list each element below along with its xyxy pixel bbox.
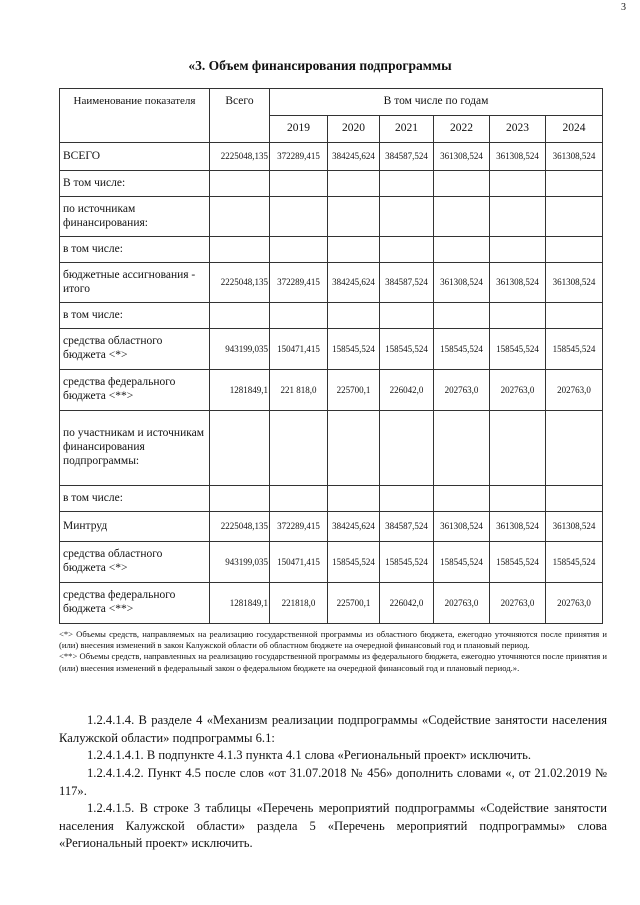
row-year-value: 384587,524 (380, 512, 434, 542)
row-year-value (380, 303, 434, 329)
row-label: средства федерального бюджета <**> (60, 583, 210, 624)
row-total (210, 171, 270, 197)
row-year-value (434, 303, 490, 329)
row-year-value: 361308,524 (546, 512, 603, 542)
row-year-value: 158545,524 (380, 329, 434, 370)
section-title: «3. Объем финансирования подпрограммы (188, 58, 452, 73)
row-year-value (546, 171, 603, 197)
row-year-value: 202763,0 (546, 583, 603, 624)
row-label: Минтруд (60, 512, 210, 542)
table-row (60, 197, 603, 237)
row-year-value: 361308,524 (434, 512, 490, 542)
row-year-value: 361308,524 (490, 143, 546, 171)
row-total: 943199,035 (210, 329, 270, 370)
row-year-value (434, 171, 490, 197)
row-year-value (490, 486, 546, 512)
row-year-value: 384587,524 (380, 143, 434, 171)
row-year-value (490, 171, 546, 197)
row-year-value: 158545,524 (434, 542, 490, 583)
row-year-value (490, 303, 546, 329)
row-total (210, 197, 270, 237)
footnote-federal: <**> Объемы средств, направленных на реализацию государственной программы из федерального бюджета, ежегодно уточняются после принятия и (или) внесения изменений в федеральный закон о федеральном бюджете на очередной финансовый год и плановый период.». (59, 651, 607, 673)
table-row (60, 512, 603, 542)
row-year-value: 158545,524 (328, 329, 380, 370)
header-year: 2022 (434, 116, 490, 143)
row-year-value: 372289,415 (270, 263, 328, 303)
page-corner-mark: 3 (621, 2, 626, 13)
row-year-value (328, 237, 380, 263)
row-label: в том числе: (60, 486, 210, 512)
row-label: в том числе: (60, 237, 210, 263)
row-label: средства федерального бюджета <**> (60, 370, 210, 411)
amendment-text (59, 712, 607, 853)
row-year-value (380, 411, 434, 486)
row-year-value (270, 171, 328, 197)
row-year-value: 202763,0 (546, 370, 603, 411)
table-row (60, 171, 603, 197)
header-year: 2020 (328, 116, 380, 143)
row-year-value (380, 171, 434, 197)
row-year-value (328, 197, 380, 237)
footnotes (59, 629, 607, 674)
table-row (60, 583, 603, 624)
table-row (60, 486, 603, 512)
table-row (60, 370, 603, 411)
table-row (60, 143, 603, 171)
row-total: 2225048,135 (210, 263, 270, 303)
row-label: бюджетные ассигнования - итого (60, 263, 210, 303)
row-year-value (434, 197, 490, 237)
row-year-value (546, 303, 603, 329)
row-year-value (490, 411, 546, 486)
row-year-value: 372289,415 (270, 512, 328, 542)
header-year: 2021 (380, 116, 434, 143)
row-year-value (434, 237, 490, 263)
row-label: ВСЕГО (60, 143, 210, 171)
row-year-value: 158545,524 (434, 329, 490, 370)
row-year-value: 361308,524 (490, 263, 546, 303)
row-total (210, 411, 270, 486)
paragraph: 1.2.4.1.4.1. В подпункте 4.1.3 пункта 4.1 слова «Региональный проект» исключить. (87, 748, 532, 763)
row-year-value (270, 197, 328, 237)
row-year-value (328, 303, 380, 329)
paragraph: 1.2.4.1.5. В строке 3 таблицы «Перечень мероприятий подпрограммы «Содействие занятости населения Калужской области» раздела 5 «Перечень мероприятий подпрограммы» слова «Региональный проект» исключить. (59, 801, 607, 851)
row-year-value: 384587,524 (380, 263, 434, 303)
row-year-value (328, 486, 380, 512)
row-year-value: 158545,524 (546, 329, 603, 370)
row-year-value (546, 411, 603, 486)
row-year-value: 361308,524 (546, 263, 603, 303)
row-year-value: 361308,524 (490, 512, 546, 542)
header-year: 2024 (546, 116, 603, 143)
row-total: 1281849,1 (210, 583, 270, 624)
row-total: 1281849,1 (210, 370, 270, 411)
row-total (210, 303, 270, 329)
row-year-value (270, 486, 328, 512)
row-year-value: 150471,415 (270, 542, 328, 583)
row-year-value (380, 237, 434, 263)
row-label: по участникам и источникам финансирования подпрограммы: (60, 411, 210, 486)
row-year-value: 150471,415 (270, 329, 328, 370)
row-year-value: 221 818,0 (270, 370, 328, 411)
row-year-value: 158545,524 (490, 542, 546, 583)
row-total (210, 486, 270, 512)
row-year-value: 202763,0 (490, 370, 546, 411)
table-row (60, 411, 603, 486)
row-year-value: 361308,524 (434, 143, 490, 171)
row-label: средства областного бюджета <*> (60, 329, 210, 370)
row-year-value (546, 486, 603, 512)
row-year-value: 226042,0 (380, 583, 434, 624)
paragraph: 1.2.4.1.4.2. Пункт 4.5 после слов «от 31.07.2018 № 456» дополнить словами «, от 21.02.2019 № 117». (59, 765, 607, 798)
row-year-value: 202763,0 (434, 583, 490, 624)
header-years-group: В том числе по годам (270, 89, 603, 116)
row-year-value: 202763,0 (434, 370, 490, 411)
header-year: 2023 (490, 116, 546, 143)
row-total: 943199,035 (210, 542, 270, 583)
row-year-value (328, 171, 380, 197)
row-total: 2225048,135 (210, 143, 270, 171)
header-total: Всего (210, 89, 270, 143)
row-year-value: 384245,624 (328, 143, 380, 171)
table-row (60, 237, 603, 263)
row-label: по источникам финансирования: (60, 197, 210, 237)
row-year-value (434, 486, 490, 512)
row-year-value (490, 237, 546, 263)
row-year-value (434, 411, 490, 486)
paragraph: 1.2.4.1.4. В разделе 4 «Механизм реализации подпрограммы «Содействие занятости населения Калужской области» подпрограммы 6.1: (59, 713, 607, 745)
table-row (60, 263, 603, 303)
row-label: средства областного бюджета <*> (60, 542, 210, 583)
table-row (60, 542, 603, 583)
row-label: в том числе: (60, 303, 210, 329)
footnote-regional: <*> Объемы средств, направляемых на реализацию государственной программы из областного бюджета, ежегодно уточняются после принятия и (или) внесения изменений в закон Калужской области об областном бюджете на очередной финансовый год и плановый период. (59, 629, 607, 651)
table-row (60, 329, 603, 370)
row-year-value: 158545,524 (546, 542, 603, 583)
row-year-value (328, 411, 380, 486)
row-year-value: 202763,0 (490, 583, 546, 624)
row-year-value: 158545,524 (380, 542, 434, 583)
row-year-value (270, 411, 328, 486)
row-year-value: 384245,624 (328, 512, 380, 542)
row-year-value: 361308,524 (434, 263, 490, 303)
row-year-value: 384245,624 (328, 263, 380, 303)
row-year-value (546, 237, 603, 263)
row-year-value (546, 197, 603, 237)
row-year-value (270, 303, 328, 329)
table-row (60, 303, 603, 329)
row-year-value: 158545,524 (490, 329, 546, 370)
row-year-value (270, 237, 328, 263)
row-total (210, 237, 270, 263)
row-year-value (380, 486, 434, 512)
row-year-value: 225700,1 (328, 583, 380, 624)
row-year-value: 158545,524 (328, 542, 380, 583)
row-year-value: 226042,0 (380, 370, 434, 411)
row-year-value (380, 197, 434, 237)
header-indicator-name: Наименование показателя (60, 89, 210, 143)
row-label: В том числе: (60, 171, 210, 197)
header-year: 2019 (270, 116, 328, 143)
row-year-value: 361308,524 (546, 143, 603, 171)
row-year-value (490, 197, 546, 237)
row-total: 2225048,135 (210, 512, 270, 542)
row-year-value: 221818,0 (270, 583, 328, 624)
financing-table (59, 88, 603, 624)
row-year-value: 372289,415 (270, 143, 328, 171)
row-year-value: 225700,1 (328, 370, 380, 411)
